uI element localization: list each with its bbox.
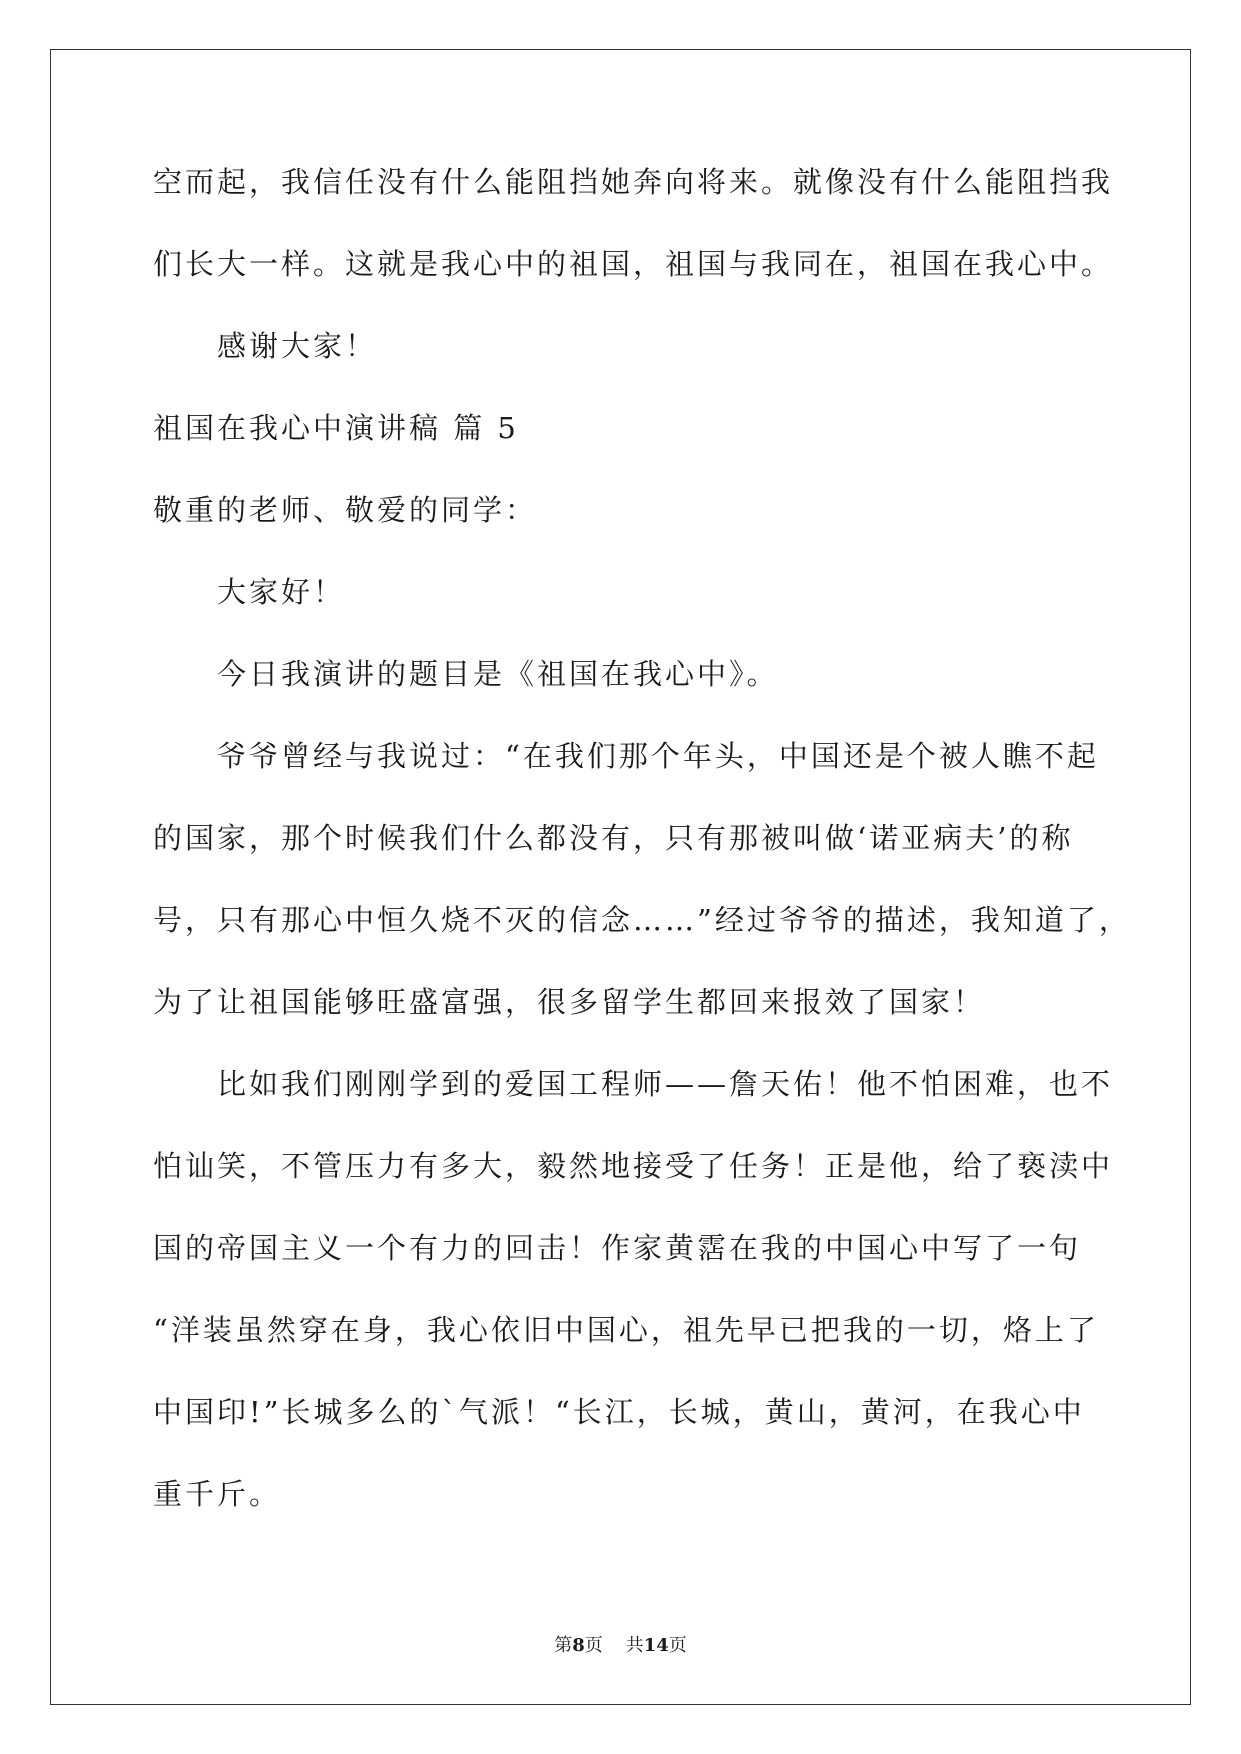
footer-total-prefix: 共 — [625, 1635, 644, 1656]
text-line: “洋装虽然穿在身，我心依旧中国心，祖先早已把我的一切，烙上了 — [153, 1313, 1099, 1347]
footer-total-suffix: 页 — [668, 1635, 687, 1656]
text-line: 的国家，那个时候我们什么都没有，只有那被叫做‘诺亚病夫’的称 — [153, 821, 1074, 855]
text-line: 怕讪笑，不管压力有多大，毅然地接受了任务！正是他，给了亵渎中 — [153, 1149, 1114, 1183]
current-page-number: 8 — [572, 1635, 585, 1656]
text-line: 为了让祖国能够旺盛富强，很多留学生都回来报效了国家！ — [153, 985, 986, 1019]
text-line: 中国印!”长城多么的`气派！“长江，长城，黄山，黄河，在我心中 — [153, 1395, 1085, 1429]
text-line: 今日我演讲的题目是《祖国在我心中》。 — [217, 657, 779, 691]
page-number-footer — [0, 1631, 1241, 1657]
text-line: 感谢大家！ — [217, 329, 378, 363]
total-page-number: 14 — [643, 1635, 669, 1656]
text-line: 爷爷曾经与我说过：“在我们那个年头，中国还是个被人瞧不起 — [217, 739, 1099, 773]
text-line: 重千斤。 — [153, 1477, 282, 1511]
text-line: 大家好！ — [217, 575, 346, 609]
footer-prefix: 第 — [554, 1635, 573, 1656]
text-line: 国的帝国主义一个有力的回击！作家黄霑在我的中国心中写了一句 — [153, 1231, 1082, 1265]
footer-page-word: 页 — [584, 1635, 603, 1656]
text-line: 比如我们刚刚学到的爱国工程师——詹天佑！他不怕困难，也不 — [217, 1067, 1114, 1101]
text-line: 空而起，我信任没有什么能阻挡她奔向将来。就像没有什么能阻挡我 — [153, 165, 1114, 199]
text-line: 祖国在我心中演讲稿 篇 5 — [153, 411, 519, 445]
text-line: 敬重的老师、敬爱的同学： — [153, 493, 538, 527]
text-line: 们长大一样。这就是我心中的祖国，祖国与我同在，祖国在我心中。 — [153, 247, 1114, 281]
text-line: 号，只有那心中恒久烧不灭的信念……”经过爷爷的描述，我知道了， — [153, 903, 1131, 937]
document-body — [153, 160, 1131, 1554]
